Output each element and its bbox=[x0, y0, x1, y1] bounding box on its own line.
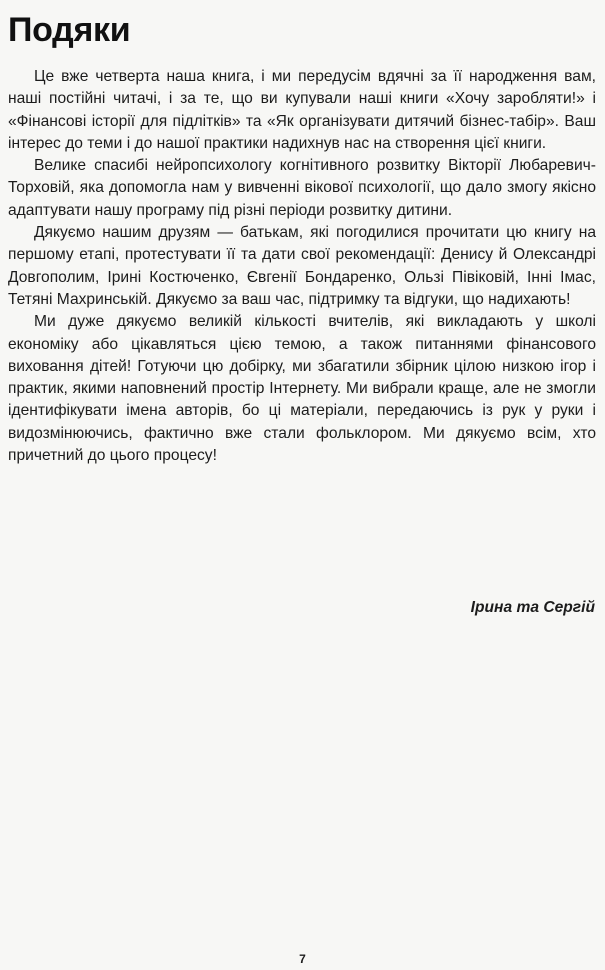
page-number: 7 bbox=[299, 952, 306, 966]
acknowledgements-body bbox=[8, 66, 596, 467]
paragraph-2: Велике спасибі нейропсихологу когнітивного розвитку Вікторії Любаревич-Торховій, яка допомогла нам у вивченні вікової психології, що дало змогу якісно адаптувати нашу програму під різні періоди розвитку дитини. bbox=[8, 157, 596, 219]
page-title: Подяки bbox=[8, 11, 131, 49]
paragraph-1: Це вже четверта наша книга, і ми передусім вдячні за її народження вам, наші постійні читачі, і за те, що ви купували наші книги «Хочу заробляти!» і «Фінансові історії для підлітків» та «Як організувати дитячий бізнес-табір». Ваш інтерес до теми і до нашої практики надихнув нас на створення цієї книги. bbox=[8, 68, 596, 152]
author-signature: Ірина та Сергій bbox=[470, 599, 595, 616]
paragraph-3: Дякуємо нашим друзям — батькам, які погодилися прочитати цю книгу на першому етапі, протестувати її та дати свої рекомендації: Денису й Олександрі Довгополим, Ірині Костюченко, Євгенії Бондаренко, Ользі Півіковій, Інні Імас, Тетяні Махринській. Дякуємо за ваш час, підтримку та відгуки, що надихають! bbox=[8, 224, 596, 308]
paragraph-4: Ми дуже дякуємо великій кількості вчителів, які викладають у школі економіку або цікавляться цією темою, а також питаннями фінансового виховання дітей! Готуючи цю добірку, ми збагатили збірник цілою низкою ігор і практик, якими наповнений простір Інтернету. Ми вибрали краще, але не змогли ідентифікувати імена авторів, бо ці матеріали, передаючись із рук у руки і видозмінюючись, фактично вже стали фольклором. Ми дякуємо всім, хто причетний до цього процесу! bbox=[8, 313, 596, 465]
